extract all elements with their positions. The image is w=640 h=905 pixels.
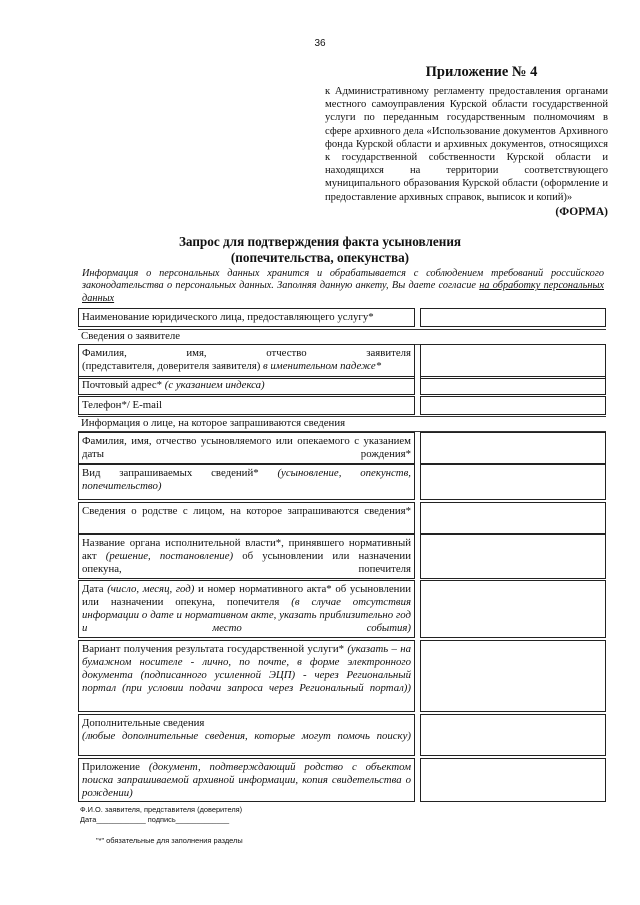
form-row-authority <box>78 534 606 579</box>
additional-info-label: Дополнительные сведения (любые дополнительные сведения, которые могут помочь поиску) <box>78 714 415 756</box>
page-number: 36 <box>314 38 326 49</box>
applicant-section-heading: Сведения о заявителе <box>78 329 606 345</box>
info-kind-input[interactable] <box>420 464 606 500</box>
form-row-additional-info <box>78 714 606 756</box>
form-row-attachment <box>78 758 606 802</box>
person-fio-label: Фамилия, имя, отчество усыновляемого или опекаемого с указанием даты рождения* <box>78 432 415 464</box>
form-row-phone-email <box>78 396 606 415</box>
org-name-label: Наименование юридического лица, предоставляющего услугу* <box>78 308 415 327</box>
applicant-fio-label: Фамилия, имя, отчество заявителя (представителя, доверителя заявителя) в именительном падеже* <box>78 344 415 379</box>
act-date-label: Дата (число, месяц, год) и номер нормативного акта* об усыновлении или назначении опекуна, попечителя (в случае отсутствия информации о дате и нормативном акте, указать приблизительно год и место события) <box>78 580 415 638</box>
form-row-result-variant <box>78 640 606 712</box>
authority-input[interactable] <box>420 534 606 579</box>
info-kind-label: Вид запрашиваемых сведений* (усыновление, опекунств, попечительство) <box>78 464 415 500</box>
form-row-org-name <box>78 308 606 327</box>
footer-date-signature[interactable]: Дата____________ подпись_____________ <box>80 815 230 824</box>
postal-address-label: Почтовый адрес* (с указанием индекса) <box>78 376 415 395</box>
applicant-fio-input[interactable] <box>420 344 606 379</box>
form-row-info-kind <box>78 464 606 500</box>
form-label: (ФОРМА) <box>555 205 608 218</box>
form-row-applicant-fio <box>78 344 606 379</box>
attachment-input[interactable] <box>420 758 606 802</box>
required-fields-note: "*" обязательные для заполнения разделы <box>96 836 243 845</box>
person-fio-input[interactable] <box>420 432 606 464</box>
consent-intro <box>82 268 604 305</box>
form-row-act-date <box>78 580 606 638</box>
form-row-relation <box>78 502 606 534</box>
person-section-heading: Информация о лице, на которое запрашиваются сведения <box>78 416 606 432</box>
appendix-text: к Административному регламенту предоставления органами местного самоуправления Курской области государственной услуги по переданным государственным полномочиям в сфере архивного дела «Использование документов Архивного фонда Курской области и архивных документов, относящихся к государственной собственности Курской области и находящихся на территории соответствующего муниципального образования Курской области (оформление и предоставление архивных справок, выписок и копий)» <box>325 86 608 203</box>
result-variant-label: Вариант получения результата государственной услуги* (указать – на бумажном носителе - лично, по почте, в форме электронного документа (подписанного усиленной ЭЦП) - через Региональный портал (при условии подачи запроса через Региональный портал)) <box>78 640 415 712</box>
appendix-header <box>325 64 608 218</box>
title-line-2: (попечительства, опекунства) <box>230 250 410 265</box>
result-variant-input[interactable] <box>420 640 606 712</box>
org-name-input[interactable] <box>420 308 606 327</box>
phone-email-label: Телефон*/ E-mail <box>78 396 415 415</box>
phone-email-input[interactable] <box>420 396 606 415</box>
authority-label: Название органа исполнительной власти*, принявшего нормативный акт (решение, постановление) об усыновлении или назначении опекуна, попечителя <box>78 534 415 579</box>
title-line-1: Запрос для подтверждения факта усыновления <box>178 234 462 249</box>
additional-info-input[interactable] <box>420 714 606 756</box>
form-row-person-fio <box>78 432 606 464</box>
postal-address-input[interactable] <box>420 376 606 395</box>
relation-input[interactable] <box>420 502 606 534</box>
attachment-label: Приложение (документ, подтверждающий родство с объектом поиска запрашиваемой архивной информации, копия свидетельства о рождении) <box>78 758 415 802</box>
consent-link-text: на обработку персональных данных <box>82 280 605 304</box>
relation-label: Сведения о родстве с лицом, на которое запрашиваются сведения* <box>78 502 415 534</box>
footer-fio-caption: Ф.И.О. заявителя, представителя (доверителя) <box>80 805 243 814</box>
form-row-postal-address <box>78 376 606 395</box>
consent-text: Информация о персональных данных хранится и обрабатывается с соблюдением требований российского законодательства о персональных данных. Заполняя данную анкету, Вы даете согласие <box>82 268 604 292</box>
document-title <box>0 234 640 266</box>
act-date-input[interactable] <box>420 580 606 638</box>
appendix-title: Приложение № 4 <box>425 64 538 80</box>
